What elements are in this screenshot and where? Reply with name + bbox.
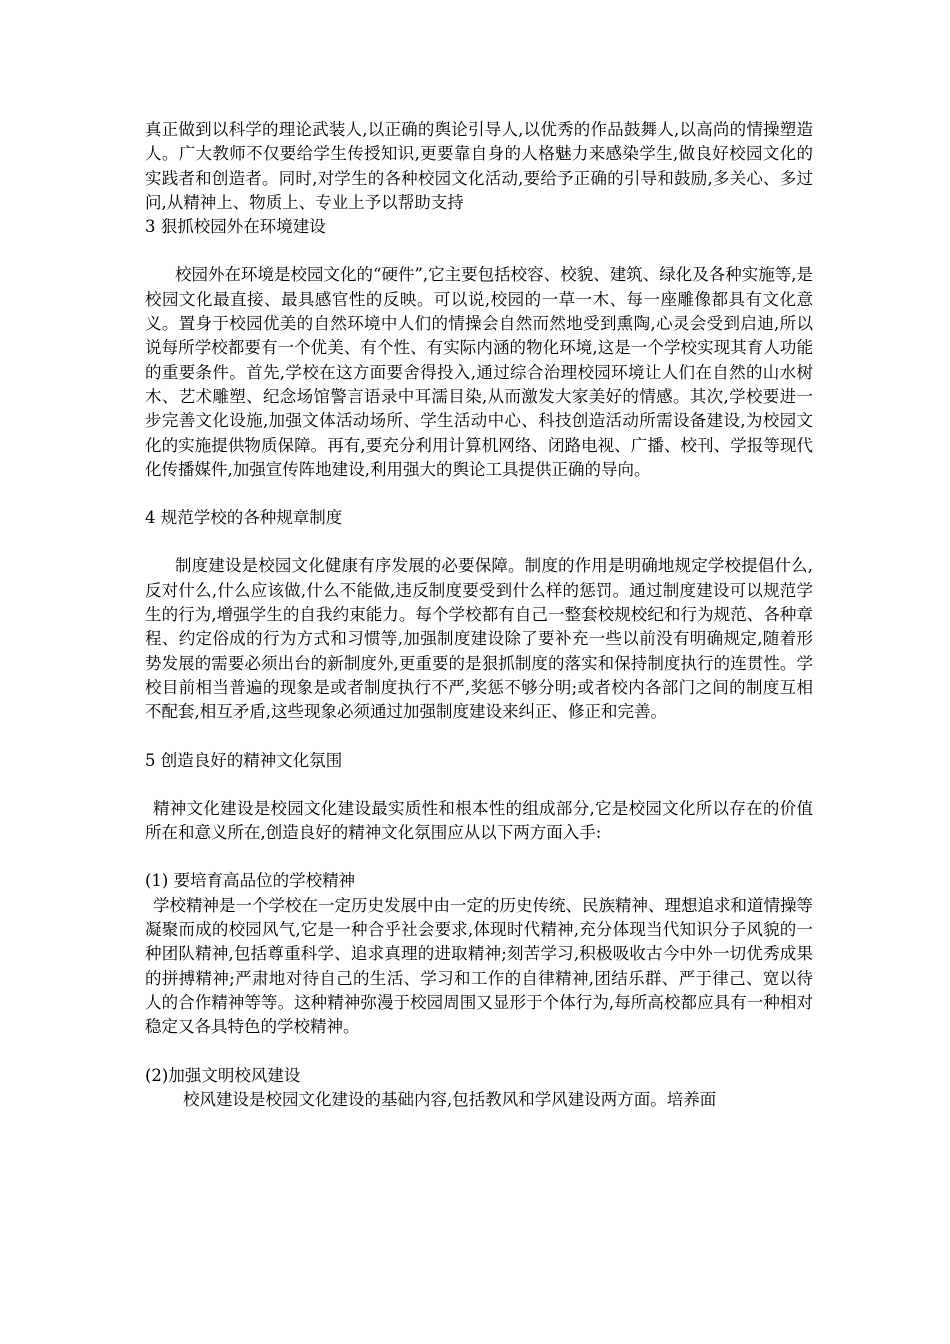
subheading-school-ethos: (2)加强文明校风建设 (145, 1065, 301, 1085)
heading-section-4: 4 规范学校的各种规章制度 (145, 508, 343, 528)
paragraph-spacer (145, 530, 813, 554)
paragraph-spacer (145, 239, 813, 263)
paragraph-spacer (145, 773, 813, 797)
paragraph-spacer (145, 725, 813, 749)
paragraph-school-spirit: 学校精神是一个学校在一定历史发展中由一定的历史传统、民族精神、理想追求和道情操等凝聚而成的校园风气,它是一种合乎社会要求,体现时代精神,充分体现当代知识分子风貌的一种团队精神,包括尊重科学、追求真理的进取精神;刻苦学习,积极吸收古今中外一切优秀成果的拼搏精神;严肃地对待自己的生活、学习和工作的自律精神,团结乐群、严于律己、宽以待人的合作精神等等。这种精神弥漫于校园周围又显形于个体行为,每所高校都应具有一种相对稳定又各具特色的学校精神。 (145, 895, 813, 1037)
paragraph-regulations: 制度建设是校园文化健康有序发展的必要保障。制度的作用是明确地规定学校提倡什么,反对什么,什么应该做,什么不能做,违反制度要受到什么样的惩罚。通过制度建设可以规范学生的行为,增强学生的自我约束能力。每个学校都有自己一整套校规校纪和行为规范、各种章程、约定俗成的行为方式和习惯等,加强制度建设除了要补充一些以前没有明确规定,随着形势发展的需要必须出台的新制度外,更重要的是狠抓制度的落实和保持制度执行的连贯性。学校目前相当普遍的现象是或者制度执行不严,奖惩不够分明;或者校内各部门之间的制度互相不配套,相互矛盾,这些现象必须通过加强制度建设来纠正、修正和完善。 (145, 556, 813, 722)
paragraph-spiritual-culture: 精神文化建设是校园文化建设最实质性和根本性的组成部分,它是校园文化所以存在的价值所在和意义所在,创造良好的精神文化氛围应从以下两方面入手: (145, 798, 813, 843)
paragraph-spacer (145, 482, 813, 506)
paragraph-intro: 真正做到以科学的理论武装人,以正确的舆论引导人,以优秀的作品鼓舞人,以高尚的情操塑造人。广大教师不仅要给学生传授知识,更要靠自身的人格魅力来感染学生,做良好校园文化的实践者和创造者。同时,对学生的各种校园文化活动,要给予正确的引导和鼓励,多关心、多过问,从精神上、物质上、专业上予以帮助支持 (145, 120, 813, 212)
paragraph-spacer (145, 845, 813, 869)
heading-section-5: 5 创造良好的精神文化氛围 (145, 750, 343, 770)
subheading-school-spirit: (1) 要培育高品位的学校精神 (145, 871, 356, 891)
paragraph-school-ethos: 校风建设是校园文化建设的基础内容,包括教风和学风建设两方面。培养面 (183, 1089, 717, 1109)
paragraph-campus-environment: 校园外在环境是校园文化的“硬件”,它主要包括校容、校貌、建筑、绿化及各种实施等,是校园文化最直接、最具感官性的反映。可以说,校园的一草一木、每一座雕像都具有文化意义。置身于校园优美的自然环境中人们的情操会自然而然地受到熏陶,心灵会受到启迪,所以说每所学校都要有一个优美、有个性、有实际内涵的物化环境,这是一个学校实现其育人功能的重要条件。首先,学校在这方面要舍得投入,通过综合治理校园环境让人们在自然的山水树木、艺术雕塑、纪念场馆警言语录中耳濡目染,从而激发大家美好的情感。其次,学校要进一步完善文化设施,加强文体活动场所、学生活动中心、科技创造活动所需设备建设,为校园文化的实施提供物质保障。再有,要充分利用计算机网络、闭路电视、广播、校刊、学报等现代化传播媒件,加强宣传阵地建设,利用强大的舆论工具提供正确的导向。 (145, 265, 813, 479)
paragraph-spacer (145, 1040, 813, 1064)
document-body (145, 118, 813, 1112)
heading-section-3: 3 狠抓校园外在环境建设 (145, 217, 326, 237)
